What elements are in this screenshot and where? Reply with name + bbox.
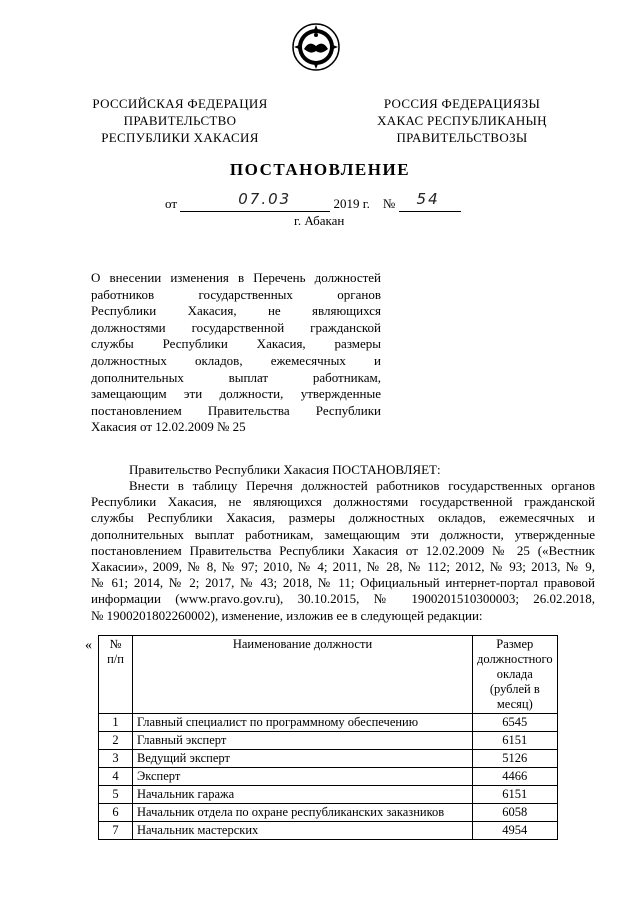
date-number-line [165,190,461,212]
table-row [99,786,558,804]
subject-line: должностями государственной гражданской [91,319,381,335]
header-right [362,95,562,146]
number-label: № [382,196,396,211]
header-num: № п/п [99,636,133,714]
handwritten-date: 07.03 [238,190,292,208]
header-left-line: ПРАВИТЕЛЬСТВО [123,113,237,128]
subject-line: должностных окладов, ежемесячных и [91,352,381,368]
document-title: ПОСТАНОВЛЕНИЕ [229,160,411,179]
header-left-line: РОССИЙСКАЯ ФЕДЕРАЦИЯ [92,96,268,111]
subject-line: О внесении изменения в Перечень должностей [91,270,381,285]
body-line: службы Республики Хакасия, размеры должностных окладов, ежемесячных и [91,510,595,526]
opening-quote-mark: « [85,638,92,653]
header-salary: Размер должностного оклада (рублей в месяц) [473,636,558,714]
row-salary: 5126 [473,750,558,768]
subject-line: дополнительных выплат работникам, [91,369,381,385]
subject-line: замещающим эти должности, утвержденные [91,386,381,402]
body-line: дополнительных выплат работникам, замещающим эти должности, утвержденные [91,526,595,542]
city: г. Абакан [294,213,345,228]
subject-line: службы Республики Хакасия, размеры [91,336,381,352]
row-num: 5 [99,786,133,804]
row-num: 7 [99,822,133,840]
subject-line: постановлением Правительства Республики [91,402,381,418]
table-row [99,750,558,768]
header-left-line: РЕСПУБЛИКИ ХАКАСИЯ [101,130,259,145]
row-position: Ведущий эксперт [133,750,473,768]
khakassia-emblem-icon [291,22,341,72]
body-line: Республики Хакасия, не являющихся должностями государственной гражданской [91,494,595,510]
row-num: 3 [99,750,133,768]
subject-block [91,270,381,436]
header-left [80,95,280,146]
row-position: Начальник гаража [133,786,473,804]
body-line: постановлением Правительства Республики Хакасия от 12.02.2009 № 25 («Вестник [91,542,595,558]
date-field [180,190,330,212]
body-line: № 1900201802260002), изменение, изложив ее в следующей редакции: [91,607,483,623]
row-salary: 6545 [473,714,558,732]
row-num: 4 [99,768,133,786]
body-line: Хакасии», 2009, № 8, № 97; 2010, № 4; 2011, № 28, № 112; 2012, № 93; 2013, № 9, [91,559,595,575]
row-salary: 4466 [473,768,558,786]
header-right-line: РОССИЯ ФЕДЕРАЦИЯЗЫ [383,96,541,111]
row-position: Главный эксперт [133,732,473,750]
subject-line: работников государственных органов [91,286,381,302]
row-salary: 4954 [473,822,558,840]
row-position: Эксперт [133,768,473,786]
row-position: Главный специалист по программному обеспечению [133,714,473,732]
table-row [99,804,558,822]
table-row [99,822,558,840]
header-right-line: ПРАВИТЕЛЬСТВОЗЫ [396,130,528,145]
header-position: Наименование должности [133,636,473,714]
table-row [99,714,558,732]
row-salary: 6151 [473,786,558,804]
table-header-row [99,636,558,714]
table-row [99,732,558,750]
row-salary: 6151 [473,732,558,750]
subject-line: Хакасия от 12.02.2009 № 25 [91,419,246,435]
body-line: информации (www.pravo.gov.ru), 30.10.2015, № 1900201510300003; 26.02.2018, [91,591,595,607]
handwritten-number: 54 [416,190,440,208]
body-paragraph [91,478,595,624]
row-position: Начальник отдела по охране республиканских заказников [133,804,473,822]
subject-line: Республики Хакасия, не являющихся [91,303,381,319]
row-num: 1 [99,714,133,732]
body-line: № 61; 2014, № 2; 2017, № 43; 2018, № 11; Официальный интернет-портал правовой [91,575,595,591]
row-salary: 6058 [473,804,558,822]
row-position: Начальник мастерских [133,822,473,840]
header-right-line: ХАКАС РЕСПУБЛИКАНЫҢ [377,113,547,128]
positions-table [98,635,558,840]
number-field [399,190,461,212]
row-num: 2 [99,732,133,750]
date-year: 2019 г. [333,196,370,211]
date-prefix: от [165,196,178,211]
body-line: Внести в таблицу Перечня должностей работников государственных органов [129,478,595,493]
table-row [99,768,558,786]
resolution-intro: Правительство Республики Хакасия ПОСТАНОВЛЯЕТ: [129,462,441,477]
row-num: 6 [99,804,133,822]
